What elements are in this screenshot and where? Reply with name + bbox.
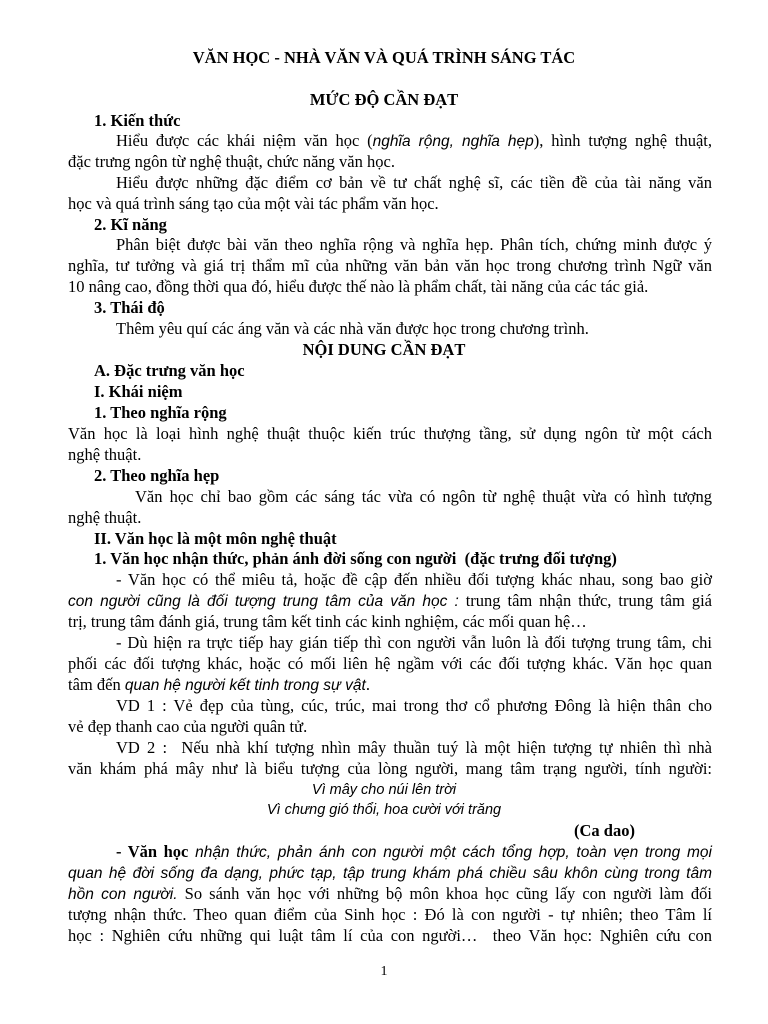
poem-line: Vì chưng gió thổi, hoa cười với trăng	[266, 802, 502, 818]
attitude-line: Thêm yêu quí các áng văn và các nhà văn được học trong chương trình.	[116, 319, 589, 338]
heading-part-i: I. Khái niệm	[94, 382, 183, 401]
paragraph-line: phối các đối tượng khác, hoặc có mối liên hệ ngầm với các đối tượng khác. Văn học quan	[68, 654, 712, 673]
skills-line: 10 nâng cao, đồng thời qua đó, hiểu được thế nào là phẩm chất, tài năng của các tác giả.	[68, 277, 649, 296]
heading-skills: 2. Kĩ năng	[94, 215, 167, 234]
heading-narrow-sense: 2. Theo nghĩa hẹp	[94, 466, 220, 485]
knowledge-line: Hiểu được những đặc điểm cơ bản về tư chất nghệ sĩ, các tiền đề của tài năng văn	[116, 173, 712, 192]
heading-part-ii: II. Văn học là một môn nghệ thuật	[94, 529, 337, 548]
heading-sub-1: 1. Văn học nhận thức, phản ánh đời sống con người (đặc trưng đối tượng)	[94, 549, 617, 568]
example-2-line: VD 2 : Nếu nhà khí tượng nhìn mây thuần tuý là một hiện tượng tự nhiên thì nhà	[116, 738, 712, 757]
knowledge-line: đặc trưng ngôn từ nghệ thuật, chức năng văn học.	[68, 152, 395, 171]
narrow-sense-line: nghệ thuật.	[68, 508, 142, 527]
narrow-sense-line: Văn học chỉ bao gồm các sáng tác vừa có ngôn từ nghệ thuật vừa có hình tượng	[135, 487, 712, 506]
paragraph-line: con người cũng là đối tượng trung tâm của văn học : trung tâm nhận thức, trung tâm giá	[68, 591, 712, 610]
example-1-line: VD 1 : Vẻ đẹp của tùng, cúc, trúc, mai trong thơ cổ phương Đông là hiện thân cho	[116, 696, 712, 715]
paragraph-line: quan hệ đời sống đa dạng, phức tạp, tập trung khám phá chiều sâu khôn cùng trong tâm	[68, 865, 712, 882]
document-title: VĂN HỌC - NHÀ VĂN VÀ QUÁ TRÌNH SÁNG TÁC	[192, 48, 576, 67]
knowledge-line: Hiểu được các khái niệm văn học (nghĩa rộng, nghĩa hẹp), hình tượng nghệ thuật,	[116, 131, 712, 150]
paragraph-line: hồn con người. So sánh văn học với những bộ môn khoa học cũng lấy con người làm đối	[68, 884, 712, 903]
poem-line: Vì mây cho núi lên trời	[311, 782, 457, 798]
poem-source: (Ca dao)	[574, 821, 635, 840]
broad-sense-line: nghệ thuật.	[68, 445, 142, 464]
paragraph-line: học : Nghiên cứu những qui luật tâm lí của con người… theo Văn học: Nghiên cứu con	[68, 926, 712, 945]
example-2-line: văn khám phá mây như là biểu tượng của lòng người, mang tâm trạng người, tính người:	[68, 759, 712, 778]
heading-knowledge: 1. Kiến thức	[94, 111, 181, 130]
heading-part-a: A. Đặc trưng văn học	[94, 361, 245, 380]
example-1-line: vẻ đẹp thanh cao của người quân tử.	[68, 717, 308, 736]
paragraph-line: tâm đến quan hệ người kết tinh trong sự vật.	[68, 675, 370, 694]
paragraph-line: tượng nhận thức. Theo quan điểm của Sinh học : Đó là con người - tự nhiên; theo Tâm lí	[68, 905, 712, 924]
knowledge-line: học và quá trình sáng tạo của một vài tác phẩm văn học.	[68, 194, 439, 213]
heading-broad-sense: 1. Theo nghĩa rộng	[94, 403, 227, 422]
paragraph-line: - Văn học nhận thức, phản ánh con người một cách tổng hợp, toàn vẹn trong mọi	[116, 842, 712, 861]
paragraph-line: trị, trung tâm đánh giá, trung tâm kết tinh các kinh nghiệm, các mối quan hệ…	[68, 612, 587, 631]
heading-attitude: 3. Thái độ	[94, 298, 165, 317]
broad-sense-line: Văn học là loại hình nghệ thuật thuộc kiến trúc thượng tầng, sử dụng ngôn từ một cách	[68, 424, 712, 443]
skills-line: nghĩa, tư tưởng và giá trị thẩm mĩ của những văn bản văn học trong chương trình Ngữ văn	[68, 256, 712, 275]
section-heading-content: NỘI DUNG CẦN ĐẠT	[302, 340, 466, 359]
skills-line: Phân biệt được bài văn theo nghĩa rộng và nghĩa hẹp. Phân tích, chứng minh được ý	[116, 235, 712, 254]
paragraph-line: - Văn học có thể miêu tả, hoặc đề cập đến nhiều đối tượng khác nhau, song bao giờ	[116, 570, 712, 589]
page-number: 1	[380, 964, 388, 979]
paragraph-line: - Dù hiện ra trực tiếp hay gián tiếp thì con người vẫn luôn là đối tượng trung tâm, chi	[116, 633, 712, 652]
section-heading-goals: MỨC ĐỘ CẦN ĐẠT	[309, 90, 459, 109]
